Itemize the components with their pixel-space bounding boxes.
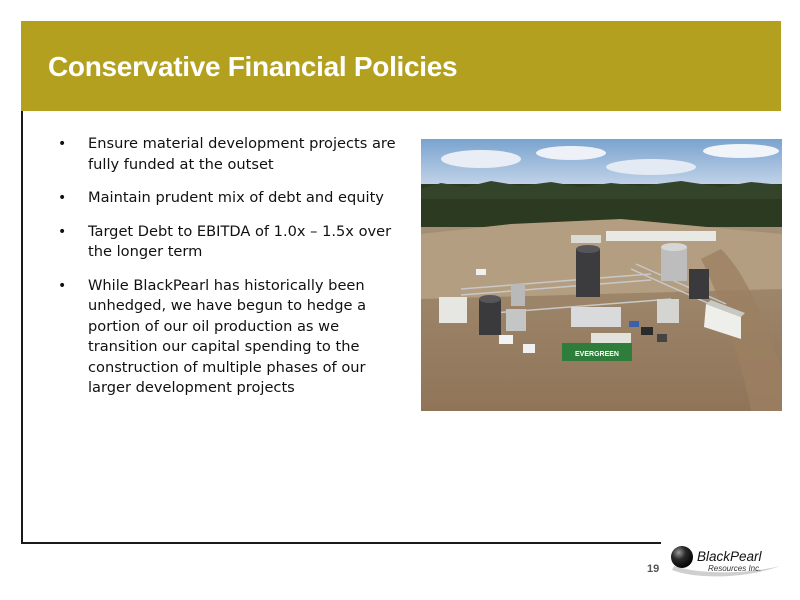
process-building [571, 307, 621, 327]
facility-photo-illustration [421, 139, 782, 411]
company-logo [668, 544, 783, 580]
bullet-glyph: • [58, 223, 67, 240]
process-building [506, 309, 526, 331]
tarp [629, 321, 639, 327]
tank-top [661, 243, 687, 251]
cloud [441, 150, 521, 168]
tank [689, 269, 709, 299]
process-building [657, 299, 679, 323]
bullet-item [58, 276, 398, 399]
process-building [439, 297, 467, 323]
cloud [536, 146, 606, 160]
blackpearl-logo [668, 544, 783, 580]
tank-top [576, 245, 600, 253]
tank [576, 249, 600, 297]
container [591, 333, 631, 343]
bullet-item [58, 222, 398, 263]
pearl-icon [671, 546, 693, 568]
bullet-list [58, 134, 398, 412]
bullet-text: Target Debt to EBITDA of 1.0x – 1.5x over the longer term [88, 222, 392, 260]
camp-building [571, 235, 601, 243]
truck [657, 334, 667, 342]
truck [523, 344, 535, 353]
logo-name: BlackPearl [697, 549, 762, 564]
truck [499, 335, 513, 344]
frame-bottom-rule [21, 542, 661, 544]
bullet-text: Maintain prudent mix of debt and equity [88, 189, 384, 206]
title-bar [21, 21, 781, 111]
bullet-item [58, 188, 398, 209]
logo-tagline: Resources Inc. [708, 564, 762, 573]
frame-left-rule [21, 111, 23, 544]
bullet-glyph: • [58, 190, 67, 206]
container-label: EVERGREEN [575, 351, 619, 358]
cloud [606, 159, 696, 175]
facility-photo [421, 139, 782, 411]
tank [511, 284, 525, 306]
page-number: 19 [647, 563, 660, 575]
bullet-item [58, 134, 398, 175]
cloud [703, 144, 779, 158]
bullet-glyph: • [58, 136, 67, 152]
truck [641, 327, 653, 335]
truck [476, 269, 486, 275]
tank [661, 247, 687, 281]
tank-top [479, 295, 501, 303]
bullet-glyph: • [58, 277, 67, 294]
bullet-text: Ensure material development projects are fully funded at the outset [88, 135, 396, 173]
tank [479, 299, 501, 335]
slide-title: Conservative Financial Policies [48, 51, 458, 82]
bullet-text: While BlackPearl has historically been unhedged, we have begun to hedge a portion of our oil production as we transition our capital spending to the construction of multiple phases of our larger development projects [88, 276, 367, 396]
camp-building [606, 231, 716, 241]
